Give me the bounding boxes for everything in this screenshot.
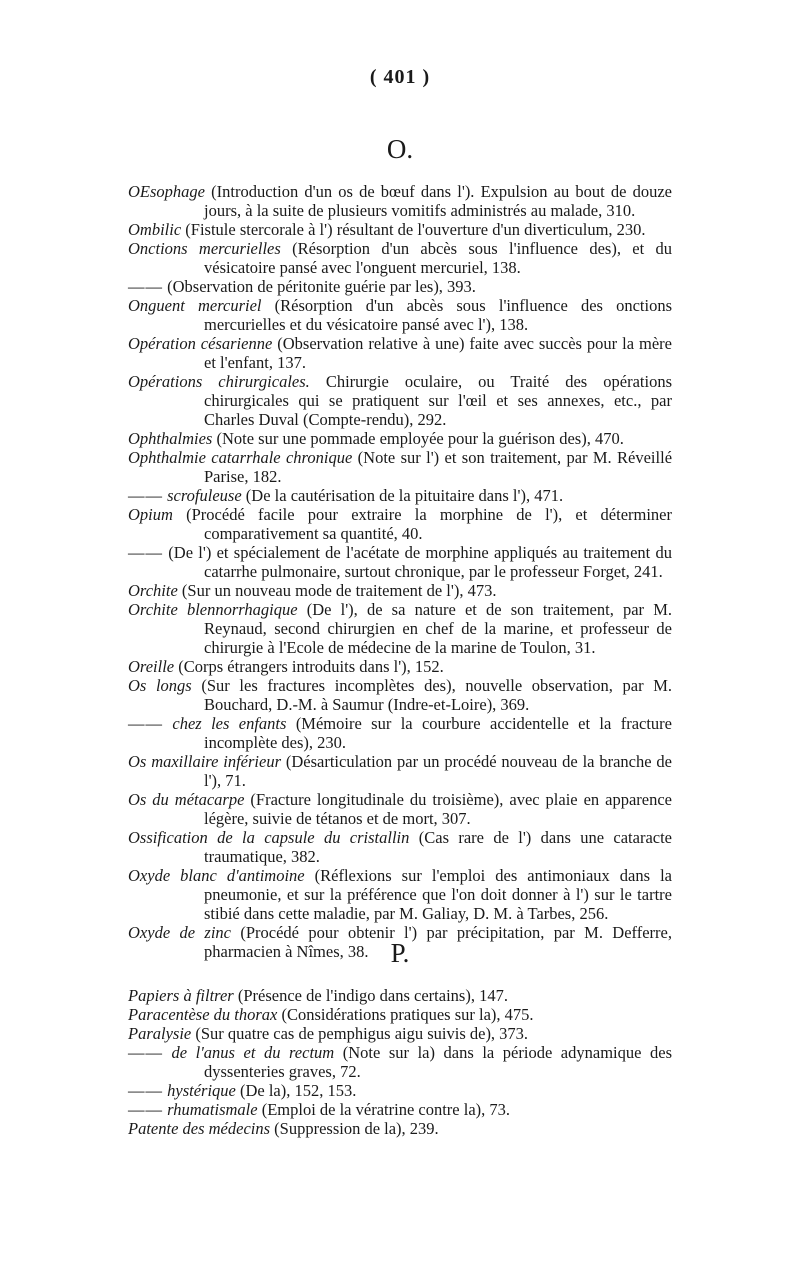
index-subentry: —— (Observation de péritonite guérie par les), 393. bbox=[128, 277, 476, 296]
index-entry: Ossification de la capsule du cristallin (Cas rare de l') dans une cataracte traumatique, 382. bbox=[128, 828, 673, 866]
section-p-entries bbox=[128, 986, 672, 1138]
index-entry: Oxyde de zinc (Procédé pour obtenir l') par précipitation, par M. Defferre, pharmacien à Nîmes, 38. bbox=[128, 923, 672, 961]
index-entry: Os du métacarpe (Fracture longitudinale du troisième), avec plaie en apparence légère, suivie de tétanos et de mort, 307. bbox=[128, 790, 673, 828]
section-o-entries bbox=[128, 182, 672, 961]
index-subentry: —— de l'anus et du rectum (Note sur la) dans la période adynamique des dyssenteries graves, 72. bbox=[128, 1043, 672, 1081]
index-subentry: —— scrofuleuse (De la cautérisation de la pituitaire dans l'), 471. bbox=[128, 486, 564, 505]
index-entry: Opération césarienne (Observation relative à une) faite avec succès pour la mère et l'enfant, 137. bbox=[128, 334, 672, 372]
page-number: ( 401 ) bbox=[369, 66, 431, 88]
index-entry: Paracentèse du thorax (Considérations pratiques sur la), 475. bbox=[128, 1005, 534, 1024]
index-entry: Ombilic (Fistule stercorale à l') résultant de l'ouverture d'un diverticulum, 230. bbox=[128, 220, 646, 239]
index-entry: OEsophage (Introduction d'un os de bœuf dans l'). Expulsion au bout de douze jours, à la suite de plusieurs vomitifs administrés au malade, 310. bbox=[128, 182, 673, 220]
index-subentry: —— chez les enfants (Mémoire sur la courbure accidentelle et la fracture incomplète des), 230. bbox=[128, 714, 672, 752]
index-entry: Orchite blennorrhagique (De l'), de sa nature et de son traitement, par M. Reynaud, second chirurgien en chef de la marine, et professeur de chirurgie à l'Ecole de médecine de la marine de Toulon, 31. bbox=[128, 600, 673, 657]
index-subentry: —— rhumatismale (Emploi de la vératrine contre la), 73. bbox=[128, 1100, 511, 1119]
index-entry: Papiers à filtrer (Présence de l'indigo dans certains), 147. bbox=[128, 986, 508, 1005]
index-entry: Ophthalmie catarrhale chronique (Note sur l') et son traitement, par M. Réveillé Parise, 182. bbox=[128, 448, 673, 486]
index-entry: Opium (Procédé facile pour extraire la morphine de l'), et déterminer comparativement sa quantité, 40. bbox=[128, 505, 672, 543]
index-entry: Onctions mercurielles (Résorption d'un abcès sous l'influence des), et du vésicatoire pansé avec l'onguent mercuriel, 138. bbox=[128, 239, 673, 277]
section-heading-p: P. bbox=[390, 938, 410, 968]
index-entry: Paralysie (Sur quatre cas de pemphigus aigu suivis de), 373. bbox=[128, 1024, 529, 1043]
index-entry: Ophthalmies (Note sur une pommade employée pour la guérison des), 470. bbox=[128, 429, 624, 448]
index-entry: Onguent mercuriel (Résorption d'un abcès sous l'influence des onctions mercurielles et du vésicatoire pansé avec l'), 138. bbox=[128, 296, 673, 334]
index-subentry: —— (De l') et spécialement de l'acétate de morphine appliqués au traitement du catarrhe pulmonaire, surtout chronique, par le professeur Forget, 241. bbox=[128, 543, 673, 581]
index-entry: Orchite (Sur un nouveau mode de traitement de l'), 473. bbox=[128, 581, 497, 600]
index-entry: Oxyde blanc d'antimoine (Réflexions sur l'emploi des antimoniaux dans la pneumonie, et sur la préférence que l'on doit donner à l') sur le tartre stibié dans cette maladie, par M. Galiay, D. M. à Tarbes, 256. bbox=[128, 866, 672, 923]
index-subentry: —— hystérique (De la), 152, 153. bbox=[128, 1081, 357, 1100]
index-entry: Oreille (Corps étrangers introduits dans l'), 152. bbox=[128, 657, 444, 676]
section-heading-o: O. bbox=[386, 134, 414, 164]
index-entry: Os longs (Sur les fractures incomplètes des), nouvelle observation, par M. Bouchard, D.-M. à Saumur (Indre-et-Loire), 369. bbox=[128, 676, 673, 714]
index-entry: Opérations chirurgicales. Chirurgie oculaire, ou Traité des opérations chirurgicales qui se pratiquent sur l'œil et ses annexes, etc., par Charles Duval (Compte-rendu), 292. bbox=[128, 372, 673, 429]
index-entry: Patente des médecins (Suppression de la), 239. bbox=[128, 1119, 439, 1138]
index-entry: Os maxillaire inférieur (Désarticulation par un procédé nouveau de la branche de l'), 71. bbox=[128, 752, 672, 790]
